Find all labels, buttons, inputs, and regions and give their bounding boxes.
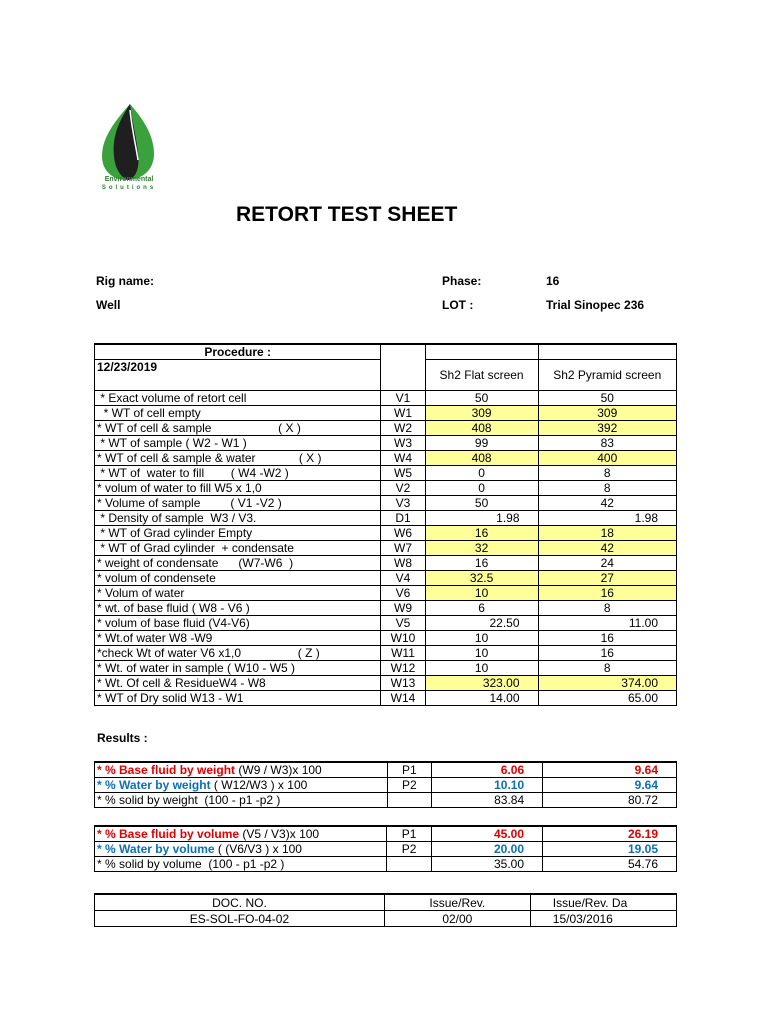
rig-name-label: Rig name: (96, 274, 155, 288)
result-label (95, 762, 388, 778)
lot-label: LOT : (442, 298, 474, 312)
issue-rev-date-header: Issue/Rev. Da (530, 894, 676, 911)
results-by-weight-table (94, 761, 677, 808)
row-label: * Wt. Of cell & ResidueW4 - W8 (95, 676, 381, 691)
row-value-pyramid-screen: 1.98 (538, 511, 676, 526)
row-label: * WT of sample ( W2 - W1 ) (95, 436, 381, 451)
procedure-row (95, 571, 677, 586)
row-symbol: V6 (381, 586, 425, 601)
procedure-row (95, 541, 677, 556)
row-value-flat-screen: 50 (425, 496, 538, 511)
result-title: Base fluid by volume (119, 827, 240, 841)
issue-rev-value: 02/00 (384, 911, 530, 927)
result-formula: (W9 / W3)x 100 (235, 763, 322, 777)
result-label (95, 857, 387, 872)
result-formula: solid by weight (100 - p1 -p2 ) (119, 793, 281, 807)
row-value-flat-screen: 10 (425, 646, 538, 661)
result-value-flat-screen: 83.84 (432, 793, 543, 808)
procedure-row (95, 496, 677, 511)
result-value-flat-screen: 6.06 (432, 762, 543, 778)
result-formula: ( W12/W3 ) x 100 (210, 778, 308, 792)
row-label: * WT of Dry solid W13 - W1 (95, 691, 381, 706)
row-symbol: W3 (381, 436, 425, 451)
row-value-flat-screen: 309 (425, 406, 538, 421)
procedure-row (95, 631, 677, 646)
row-value-pyramid-screen: 16 (538, 631, 676, 646)
row-label: * WT of Grad cylinder + condensate (95, 541, 381, 556)
row-label: * Wt. of water in sample ( W10 - W5 ) (95, 661, 381, 676)
row-symbol: V3 (381, 496, 425, 511)
result-prefix: * % (97, 857, 120, 871)
logo-text-line2: Solutions (101, 185, 157, 191)
result-row (95, 793, 677, 808)
row-value-flat-screen: 10 (425, 661, 538, 676)
result-row (95, 826, 677, 842)
results-by-volume-table (94, 825, 677, 872)
row-symbol: W8 (381, 556, 425, 571)
procedure-row (95, 526, 677, 541)
issue-rev-date-value: 15/03/2016 (530, 911, 676, 927)
result-prefix: * % (97, 842, 120, 856)
row-value-flat-screen: 0 (425, 466, 538, 481)
procedure-row (95, 451, 677, 466)
row-symbol: W5 (381, 466, 425, 481)
row-symbol: W6 (381, 526, 425, 541)
row-label: * Volum of water (95, 586, 381, 601)
row-value-flat-screen: 16 (425, 526, 538, 541)
lot-value: Trial Sinopec 236 (546, 298, 645, 312)
row-value-pyramid-screen: 24 (538, 556, 676, 571)
logo-text-line1: Environmental (104, 176, 154, 183)
result-value-pyramid-screen: 54.76 (543, 857, 677, 872)
procedure-row (95, 421, 677, 436)
row-label: * volum of water to fill W5 x 1,0 (95, 481, 381, 496)
result-value-flat-screen: 45.00 (431, 826, 542, 842)
row-value-pyramid-screen: 8 (538, 601, 676, 616)
row-value-flat-screen: 16 (425, 556, 538, 571)
procedure-row (95, 616, 677, 631)
result-symbol: P2 (387, 778, 432, 793)
procedure-table (94, 343, 677, 706)
row-value-flat-screen: 6 (425, 601, 538, 616)
issue-rev-header: Issue/Rev. (384, 894, 530, 911)
result-title: Water by volume (119, 842, 215, 856)
results-label: Results : (97, 731, 148, 745)
procedure-row (95, 436, 677, 451)
row-value-flat-screen: 10 (425, 586, 538, 601)
result-symbol: P1 (387, 826, 432, 842)
result-value-pyramid-screen: 80.72 (543, 793, 677, 808)
procedure-row (95, 391, 677, 406)
row-symbol: V5 (381, 616, 425, 631)
row-value-pyramid-screen: 309 (538, 406, 676, 421)
result-row (95, 857, 677, 872)
row-label: * WT of cell & sample ( X ) (95, 421, 381, 436)
result-symbol (387, 857, 432, 872)
phase-label: Phase: (442, 274, 482, 288)
row-value-flat-screen: 1.98 (425, 511, 538, 526)
procedure-row (95, 676, 677, 691)
row-value-flat-screen: 14.00 (425, 691, 538, 706)
procedure-row (95, 406, 677, 421)
row-label: * wt. of base fluid ( W8 - V6 ) (95, 601, 381, 616)
result-value-flat-screen: 20.00 (431, 842, 542, 857)
row-symbol: V2 (381, 481, 425, 496)
row-value-pyramid-screen: 50 (538, 391, 676, 406)
result-title: Water by weight (119, 778, 211, 792)
row-value-flat-screen: 0 (425, 481, 538, 496)
procedure-row (95, 511, 677, 526)
result-title: Base fluid by weight (119, 763, 236, 777)
row-symbol: D1 (381, 511, 425, 526)
phase-value: 16 (546, 274, 560, 288)
result-value-pyramid-screen: 9.64 (543, 778, 677, 793)
row-value-pyramid-screen: 42 (538, 541, 676, 556)
result-label (95, 826, 387, 842)
procedure-date: 12/23/2019 (95, 360, 381, 391)
row-symbol: W9 (381, 601, 425, 616)
doc-no-value: ES-SOL-FO-04-02 (95, 911, 385, 927)
row-value-pyramid-screen: 65.00 (538, 691, 676, 706)
result-prefix: * % (97, 793, 120, 807)
row-value-pyramid-screen: 8 (538, 661, 676, 676)
doc-no-header: DOC. NO. (95, 894, 385, 911)
well-label: Well (96, 298, 121, 312)
result-prefix: * % (97, 763, 120, 777)
page-title: RETORT TEST SHEET (236, 203, 458, 226)
column-header-pyramid-screen: Sh2 Pyramid screen (538, 360, 676, 391)
row-value-pyramid-screen: 83 (538, 436, 676, 451)
row-value-pyramid-screen: 374.00 (538, 676, 676, 691)
row-value-flat-screen: 50 (425, 391, 538, 406)
row-value-flat-screen: 408 (425, 421, 538, 436)
row-value-pyramid-screen: 42 (538, 496, 676, 511)
row-label: * Wt.of water W8 -W9 (95, 631, 381, 646)
row-value-pyramid-screen: 400 (538, 451, 676, 466)
row-label: *check Wt of water V6 x1,0 ( Z ) (95, 646, 381, 661)
row-value-flat-screen: 323.00 (425, 676, 538, 691)
result-symbol: P2 (387, 842, 432, 857)
row-symbol: V4 (381, 571, 425, 586)
procedure-row (95, 691, 677, 706)
result-prefix: * % (97, 778, 120, 792)
result-value-pyramid-screen: 19.05 (543, 842, 677, 857)
row-label: * WT of cell empty (95, 406, 381, 421)
row-label: * WT of cell & sample & water ( X ) (95, 451, 381, 466)
result-formula: (V5 / V3)x 100 (239, 827, 320, 841)
row-value-flat-screen: 22.50 (425, 616, 538, 631)
document-info-table (94, 893, 677, 927)
column-header-flat-screen: Sh2 Flat screen (425, 360, 538, 391)
row-value-pyramid-screen: 8 (538, 466, 676, 481)
procedure-row (95, 646, 677, 661)
row-value-pyramid-screen: 8 (538, 481, 676, 496)
row-label: * volum of base fluid (V4-V6) (95, 616, 381, 631)
row-value-flat-screen: 10 (425, 631, 538, 646)
result-row (95, 842, 677, 857)
procedure-row (95, 556, 677, 571)
result-prefix: * % (97, 827, 120, 841)
row-label: * WT of water to fill ( W4 -W2 ) (95, 466, 381, 481)
result-label (95, 793, 388, 808)
result-row (95, 778, 677, 793)
row-symbol: V1 (381, 391, 425, 406)
row-symbol: W12 (381, 661, 425, 676)
row-symbol: W7 (381, 541, 425, 556)
procedure-label: Procedure : (95, 344, 381, 360)
row-value-flat-screen: 99 (425, 436, 538, 451)
row-label: * volum of condensete (95, 571, 381, 586)
row-value-pyramid-screen: 392 (538, 421, 676, 436)
result-label (95, 842, 387, 857)
row-label: * Density of sample W3 / V3. (95, 511, 381, 526)
row-symbol: W4 (381, 451, 425, 466)
result-row (95, 762, 677, 778)
result-value-pyramid-screen: 9.64 (543, 762, 677, 778)
row-symbol: W13 (381, 676, 425, 691)
procedure-row (95, 466, 677, 481)
row-value-pyramid-screen: 16 (538, 646, 676, 661)
procedure-row (95, 661, 677, 676)
row-symbol: W10 (381, 631, 425, 646)
procedure-row (95, 586, 677, 601)
row-value-pyramid-screen: 11.00 (538, 616, 676, 631)
row-value-pyramid-screen: 18 (538, 526, 676, 541)
row-label: * weight of condensate (W7-W6 ) (95, 556, 381, 571)
result-formula: ( (V6/V3 ) x 100 (214, 842, 302, 856)
row-label: * Volume of sample ( V1 -V2 ) (95, 496, 381, 511)
row-value-pyramid-screen: 27 (538, 571, 676, 586)
procedure-row (95, 601, 677, 616)
result-value-flat-screen: 10.10 (432, 778, 543, 793)
row-symbol: W2 (381, 421, 425, 436)
row-label: * WT of Grad cylinder Empty (95, 526, 381, 541)
result-symbol (387, 793, 432, 808)
row-value-flat-screen: 32 (425, 541, 538, 556)
row-value-flat-screen: 32.5 (425, 571, 538, 586)
result-label (95, 778, 388, 793)
procedure-row (95, 481, 677, 496)
result-formula: solid by volume (100 - p1 -p2 ) (119, 857, 285, 871)
row-symbol: W1 (381, 406, 425, 421)
row-value-flat-screen: 408 (425, 451, 538, 466)
row-symbol: W14 (381, 691, 425, 706)
row-label: * Exact volume of retort cell (95, 391, 381, 406)
result-value-pyramid-screen: 26.19 (543, 826, 677, 842)
row-value-pyramid-screen: 16 (538, 586, 676, 601)
result-symbol: P1 (387, 762, 432, 778)
result-value-flat-screen: 35.00 (431, 857, 542, 872)
row-symbol: W11 (381, 646, 425, 661)
